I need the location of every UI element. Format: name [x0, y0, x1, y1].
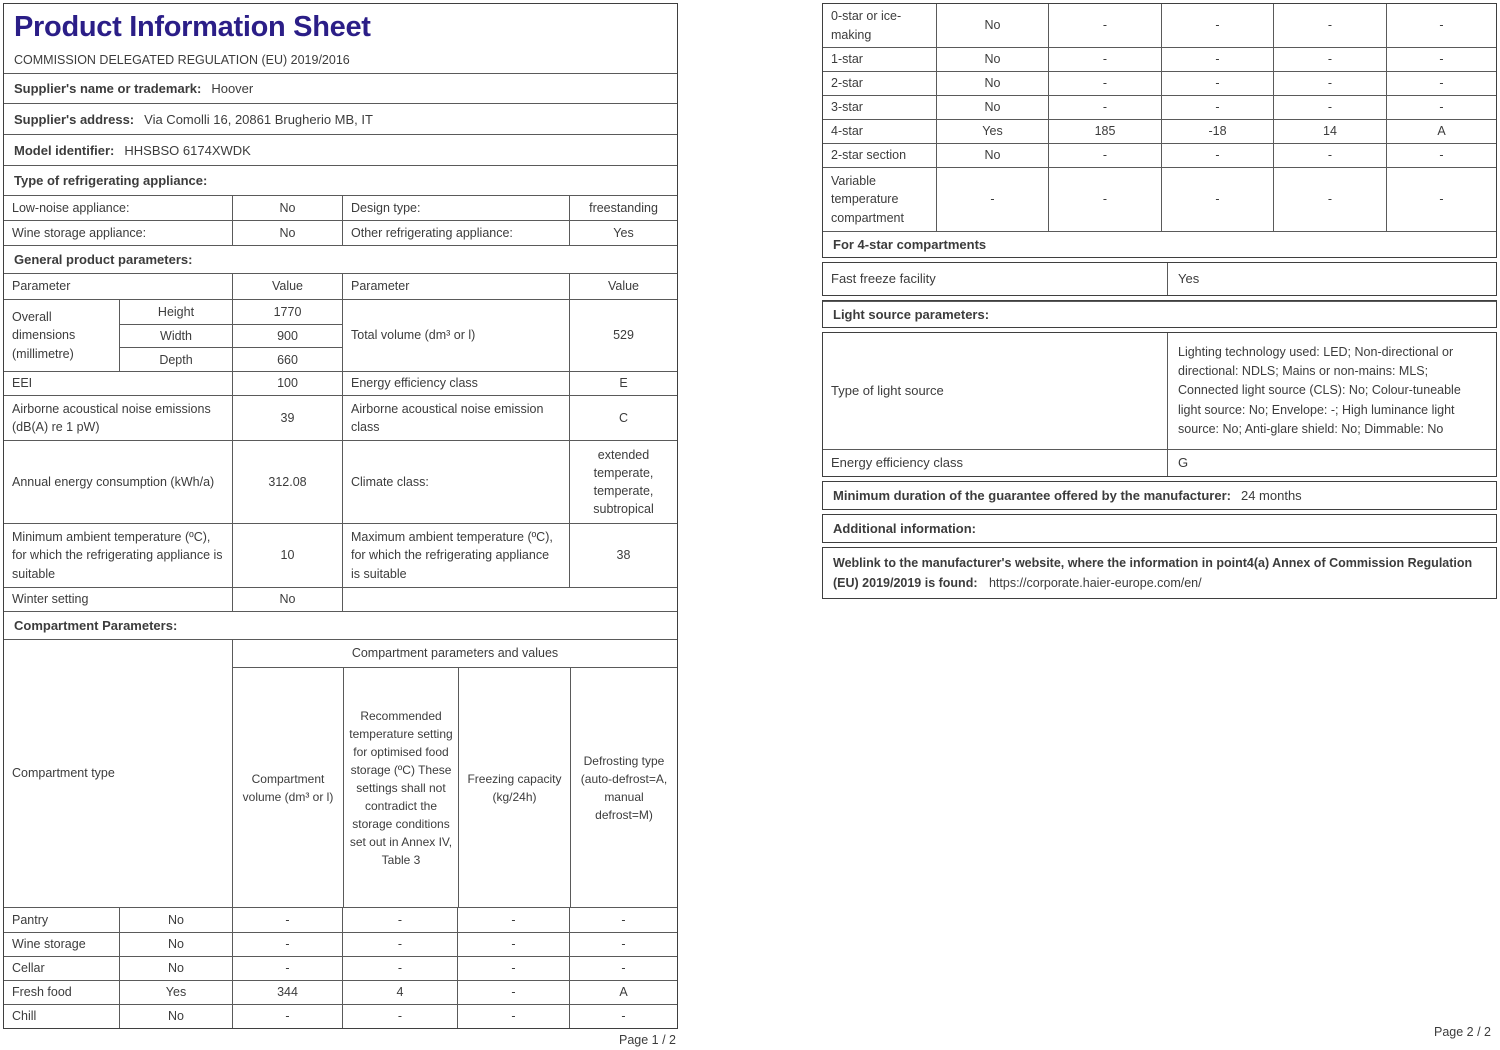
- cell-value: -: [1386, 4, 1496, 47]
- type-heading: Type of refrigerating appliance:: [4, 165, 677, 195]
- param-value: No: [232, 221, 342, 245]
- param-label: Type of light source: [831, 382, 944, 398]
- row-label: 1-star: [831, 52, 863, 67]
- param-label: Energy efficiency class: [831, 454, 963, 470]
- cell-value: -: [1161, 72, 1273, 95]
- param-value: E: [569, 372, 677, 395]
- guarantee-row: [823, 482, 1496, 509]
- cell-value: No: [119, 933, 232, 956]
- param-label: Wine storage appliance:: [12, 225, 147, 240]
- light-heading-box: [822, 300, 1497, 328]
- cell-value: -: [1161, 96, 1273, 119]
- cell-value: -: [342, 957, 457, 980]
- column-header: Value: [569, 274, 677, 299]
- compartment-row: [4, 907, 677, 932]
- cell-value: -: [232, 908, 342, 932]
- cell-value: -: [1161, 48, 1273, 71]
- cell-value: -: [457, 1005, 569, 1028]
- cell-value: -18: [1161, 120, 1273, 143]
- light-heading: Light source parameters:: [823, 301, 1496, 327]
- param-label: Winter setting: [12, 592, 89, 607]
- weblink-box: [822, 547, 1497, 599]
- star-table: [822, 3, 1497, 258]
- row-label: Pantry: [12, 912, 49, 927]
- param-label: Maximum ambient temperature (ºC), for which the refrigerating appliance is suitable: [342, 524, 569, 587]
- cell-value: -: [1273, 144, 1386, 167]
- compartment-row: [4, 980, 677, 1004]
- param-label: Width: [120, 324, 232, 348]
- general-heading: General product parameters:: [4, 245, 677, 273]
- column-header: Parameter: [342, 274, 569, 299]
- document-title: Product Information Sheet: [14, 11, 371, 43]
- param-value: 312.08: [232, 441, 342, 523]
- cell-value: -: [1273, 72, 1386, 95]
- cell-value: Yes: [119, 981, 232, 1004]
- dimension-names: [119, 300, 232, 371]
- cell-value: -: [342, 908, 457, 932]
- cell-value: No: [936, 48, 1048, 71]
- param-label: Minimum ambient temperature (ºC), for which the refrigerating appliance is suitable: [12, 530, 223, 581]
- cell-value: -: [1386, 144, 1496, 167]
- table-row: [823, 449, 1496, 476]
- regulation-subtitle: COMMISSION DELEGATED REGULATION (EU) 2019/2016: [14, 53, 350, 67]
- cell-value: No: [936, 96, 1048, 119]
- cell-value: -: [342, 1005, 457, 1028]
- cell-value: No: [119, 908, 232, 932]
- star-row: [823, 167, 1496, 231]
- star-row: [823, 143, 1496, 167]
- cell-value: -: [457, 981, 569, 1004]
- table-row: [4, 440, 677, 523]
- param-value: No: [232, 588, 342, 611]
- param-value: 660: [233, 347, 342, 371]
- cell-value: -: [1273, 96, 1386, 119]
- page1-sheet: [3, 3, 678, 1029]
- cell-value: -: [1161, 4, 1273, 47]
- column-header: Freezing capacity (kg/24h): [458, 668, 570, 907]
- field-value: HHSBSO 6174XWDK: [124, 142, 251, 158]
- param-label: Annual energy consumption (kWh/a): [12, 474, 215, 489]
- param-value: C: [569, 396, 677, 440]
- star-row: [823, 119, 1496, 143]
- column-header: Recommended temperature setting for optimised food storage (ºC) These settings shall not contradict the storage conditions set out in Annex IV, Table 3: [343, 668, 458, 907]
- cell-value: -: [1386, 72, 1496, 95]
- cell-value: -: [1048, 168, 1161, 231]
- cell-value: A: [1386, 120, 1496, 143]
- light-source-box: [822, 332, 1497, 477]
- cell-value: -: [1048, 96, 1161, 119]
- cell-value: -: [569, 933, 677, 956]
- cell-value: -: [1386, 48, 1496, 71]
- field-label: Model identifier:: [14, 142, 115, 158]
- cell-value: -: [1048, 72, 1161, 95]
- dimensions-row: [4, 299, 677, 371]
- param-value: 1770: [273, 304, 302, 319]
- table-row: [4, 195, 677, 220]
- param-value: 10: [232, 524, 342, 587]
- fast-freeze-box: [822, 262, 1497, 296]
- cell-value: -: [1161, 144, 1273, 167]
- empty-cell: [342, 588, 677, 611]
- param-label: Fast freeze facility: [831, 270, 936, 286]
- compartment-heading: Compartment Parameters:: [4, 611, 677, 639]
- page-2: [822, 3, 1497, 1039]
- cell-value: No: [936, 72, 1048, 95]
- weblink-url: https://corporate.haier-europe.com/en/: [988, 576, 1202, 590]
- additional-heading: Additional information:: [833, 521, 976, 536]
- cell-value: 14: [1273, 120, 1386, 143]
- param-value: 100: [232, 372, 342, 395]
- field-value: 24 months: [1240, 488, 1302, 503]
- field-label: Supplier's name or trademark:: [14, 81, 202, 96]
- cell-value: -: [1273, 4, 1386, 47]
- row-label: 3-star: [831, 100, 863, 115]
- star-row: [823, 4, 1496, 47]
- cell-value: Yes: [936, 120, 1048, 143]
- model-identifier-row: [4, 134, 677, 165]
- param-label: EEI: [12, 376, 33, 391]
- cell-value: -: [569, 1005, 677, 1028]
- cell-value: 185: [1048, 120, 1161, 143]
- row-label: Wine storage: [12, 937, 86, 952]
- weblink-row: [823, 548, 1496, 598]
- four-star-heading: For 4-star compartments: [823, 231, 1496, 257]
- field-label: Minimum duration of the guarantee offered by the manufacturer:: [833, 488, 1231, 503]
- param-value: Yes: [1167, 263, 1496, 295]
- title-block: [4, 4, 677, 73]
- row-label: Chill: [12, 1009, 37, 1024]
- cell-value: -: [1386, 96, 1496, 119]
- row-label: Fresh food: [12, 985, 72, 1000]
- param-value: Lighting technology used: LED; Non-directional or directional: NDLS; Mains or non-mains: MLS; Connected light source (CLS): No; Colour-tuneable light source: No; Envelope: -; High luminance light source: No; Anti-glare shield: No; Dimmable: No: [1167, 333, 1496, 449]
- star-row: [823, 71, 1496, 95]
- compartment-row: [4, 932, 677, 956]
- param-value: Yes: [569, 221, 677, 245]
- row-label: Cellar: [12, 961, 45, 976]
- table-row: [823, 333, 1496, 449]
- cell-value: -: [1386, 168, 1496, 231]
- field-label: Supplier's address:: [14, 111, 135, 127]
- cell-value: -: [569, 957, 677, 980]
- additional-info-box: [822, 514, 1497, 543]
- cell-value: -: [457, 933, 569, 956]
- cell-value: -: [342, 933, 457, 956]
- column-header: Defrosting type (auto-defrost=A, manual defrost=M): [570, 668, 677, 907]
- param-value: 38: [569, 524, 677, 587]
- param-label: Airborne acoustical noise emissions (dB(A) re 1 pW): [12, 401, 211, 434]
- field-value: Via Comolli 16, 20861 Brugherio MB, IT: [144, 111, 373, 127]
- guarantee-box: [822, 481, 1497, 510]
- cell-value: -: [1048, 4, 1161, 47]
- row-label: 4-star: [831, 124, 863, 139]
- param-value: 900: [233, 324, 342, 348]
- row-label: Variable temperature compartment: [831, 174, 904, 225]
- cell-value: No: [119, 957, 232, 980]
- param-label: Other refrigerating appliance:: [342, 221, 569, 245]
- cell-value: No: [119, 1005, 232, 1028]
- cell-value: -: [1273, 48, 1386, 71]
- param-value: 39: [232, 396, 342, 440]
- cell-value: No: [936, 4, 1048, 47]
- param-label: Airborne acoustical noise emission class: [342, 396, 569, 440]
- field-value: Hoover: [211, 81, 254, 96]
- cell-value: A: [569, 981, 677, 1004]
- cell-value: -: [1048, 48, 1161, 71]
- compartment-header-right: [232, 640, 677, 907]
- star-row: [823, 95, 1496, 119]
- param-label: Height: [157, 304, 195, 319]
- cell-value: -: [569, 908, 677, 932]
- field-label: Weblink to the manufacturer's website, where the information in point4(a) Annex of Commission Regulation (EU) 2019/2019 is found:: [833, 556, 1473, 590]
- cell-value: 4: [342, 981, 457, 1004]
- column-header: Parameter: [12, 279, 71, 294]
- compartment-header: [4, 639, 677, 907]
- column-header: Value: [232, 274, 342, 299]
- cell-value: -: [232, 957, 342, 980]
- star-row: [823, 47, 1496, 71]
- row-label: 0-star or ice-making: [831, 9, 902, 42]
- table-row: [4, 523, 677, 587]
- supplier-address-row: [4, 103, 677, 134]
- table-row: [4, 395, 677, 440]
- cell-value: -: [1161, 168, 1273, 231]
- cell-value: -: [232, 933, 342, 956]
- table-row: [4, 220, 677, 245]
- table-row: [823, 263, 1496, 295]
- page-number: Page 1 / 2: [619, 1033, 676, 1047]
- group-header: Compartment parameters and values: [233, 640, 677, 668]
- cell-value: -: [1048, 144, 1161, 167]
- table-row: [4, 371, 677, 395]
- compartment-row: [4, 1004, 677, 1028]
- column-header: Compartment volume (dm³ or l): [242, 771, 334, 804]
- row-label: 2-star section: [831, 148, 907, 163]
- dimension-values: [232, 300, 342, 371]
- param-value: No: [232, 196, 342, 220]
- param-value: 529: [569, 300, 677, 371]
- row-label: 2-star: [831, 76, 863, 91]
- param-label: Overall dimensions (millimetre): [12, 310, 76, 361]
- param-label: Depth: [120, 347, 232, 371]
- cell-value: 344: [232, 981, 342, 1004]
- param-label: Total volume (dm³ or l): [342, 300, 569, 371]
- cell-value: -: [232, 1005, 342, 1028]
- page-number: Page 2 / 2: [1434, 1025, 1491, 1039]
- param-value: freestanding: [569, 196, 677, 220]
- cell-value: -: [1273, 168, 1386, 231]
- param-value: G: [1167, 450, 1496, 476]
- table-header-row: [4, 273, 677, 299]
- param-label: Energy efficiency class: [342, 372, 569, 395]
- param-value: extended temperate, temperate, subtropical: [569, 441, 677, 523]
- winter-setting-row: [4, 587, 677, 611]
- param-label: Climate class:: [342, 441, 569, 523]
- cell-value: -: [936, 168, 1048, 231]
- supplier-name-row: [4, 73, 677, 103]
- cell-value: No: [936, 144, 1048, 167]
- compartment-row: [4, 956, 677, 980]
- column-header: Compartment type: [12, 766, 115, 781]
- page-1: [3, 3, 678, 1047]
- cell-value: -: [457, 908, 569, 932]
- param-label: Design type:: [342, 196, 569, 220]
- param-label: Low-noise appliance:: [12, 200, 130, 215]
- cell-value: -: [457, 957, 569, 980]
